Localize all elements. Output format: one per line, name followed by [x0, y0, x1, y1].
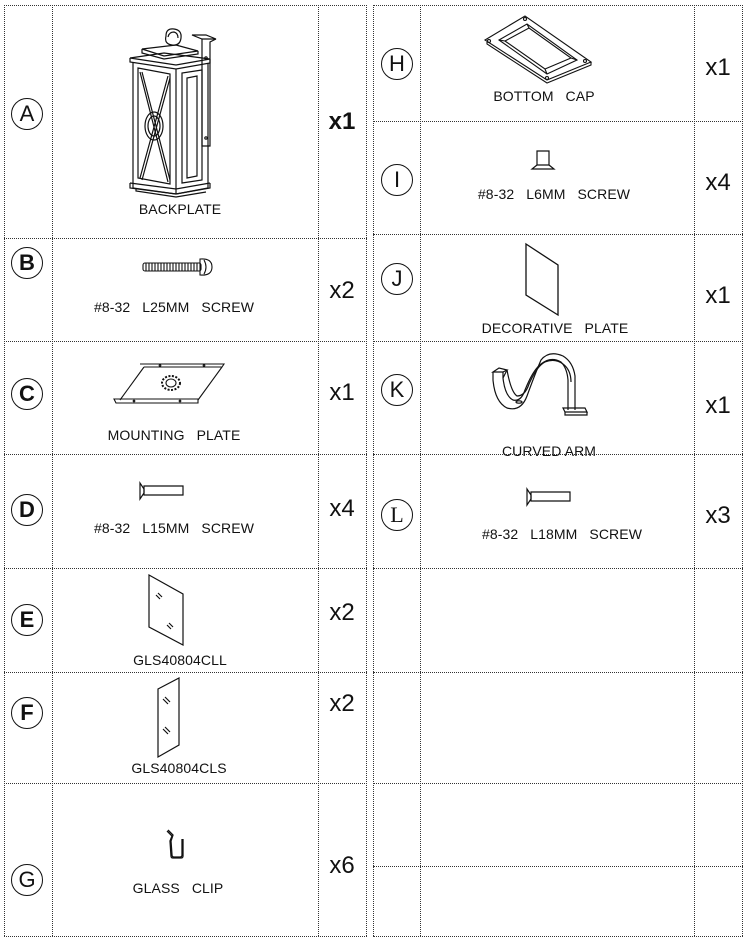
part-letter-badge: I	[381, 164, 413, 196]
part-quantity: x6	[329, 852, 355, 879]
empty-part-row	[373, 783, 742, 866]
round-head-screw-icon	[142, 257, 214, 277]
grid-line	[373, 234, 743, 235]
part-name: CURVED ARM	[501, 443, 597, 459]
part-quantity: x1	[328, 108, 356, 135]
curved-arm-icon	[491, 352, 591, 422]
empty-part-row	[373, 672, 742, 783]
bottom-cap-icon	[483, 14, 593, 82]
grid-line	[4, 341, 367, 342]
part-quantity: x1	[329, 379, 355, 406]
empty-part-row	[373, 866, 742, 936]
part-name: #8-32 L6MM SCREW	[477, 186, 631, 202]
short-screw-icon	[531, 150, 555, 170]
grid-line	[4, 238, 367, 239]
part-name: #8-32 L15MM SCREW	[93, 520, 255, 536]
part-name: GLASS CLIP	[132, 880, 224, 896]
grid-line	[373, 5, 743, 6]
small-glass-panel-icon	[156, 677, 182, 759]
part-quantity: x2	[329, 599, 355, 626]
part-letter-badge: H	[381, 48, 413, 80]
part-name: #8-32 L25MM SCREW	[93, 299, 255, 315]
part-letter-badge: F	[11, 697, 43, 729]
part-quantity: x3	[705, 502, 731, 529]
part-letter-badge: J	[381, 263, 413, 295]
empty-part-row	[373, 568, 742, 672]
part-quantity: x2	[329, 690, 355, 717]
mounting-plate-icon	[114, 362, 226, 406]
part-letter-badge: D	[11, 494, 43, 526]
grid-line	[373, 341, 743, 342]
part-letter-badge: B	[11, 247, 43, 279]
part-name: GLS40804CLL	[133, 652, 227, 668]
part-name: DECORATIVE PLATE	[481, 320, 629, 336]
part-letter-badge: L	[381, 499, 413, 531]
grid-line	[318, 5, 319, 936]
grid-line	[4, 5, 367, 6]
grid-line	[4, 568, 367, 569]
part-quantity: x1	[705, 54, 731, 81]
flat-head-screw-icon	[526, 488, 572, 506]
grid-line	[4, 783, 367, 784]
part-quantity: x1	[705, 392, 731, 419]
grid-line	[52, 5, 53, 936]
grid-line	[373, 121, 743, 122]
part-name: BOTTOM CAP	[493, 88, 595, 104]
part-name: #8-32 L18MM SCREW	[481, 526, 643, 542]
large-glass-panel-icon	[147, 573, 187, 647]
lantern-backplate-icon	[130, 28, 230, 193]
part-letter-badge: K	[381, 374, 413, 406]
grid-line	[4, 936, 367, 937]
decorative-plate-icon	[524, 243, 560, 317]
grid-line	[4, 672, 367, 673]
grid-line	[742, 5, 743, 936]
grid-line	[366, 5, 367, 936]
part-quantity: x2	[329, 277, 355, 304]
part-letter-badge: G	[11, 864, 43, 896]
grid-line	[4, 5, 5, 936]
part-quantity: x4	[329, 495, 355, 522]
grid-line	[4, 454, 367, 455]
part-letter-badge: A	[11, 98, 43, 130]
grid-line	[373, 936, 743, 937]
part-name: GLS40804CLS	[131, 760, 227, 776]
part-quantity: x4	[705, 169, 731, 196]
part-letter-badge: E	[11, 604, 43, 636]
glass-clip-icon	[165, 830, 189, 860]
part-letter-badge: C	[11, 378, 43, 410]
part-quantity: x1	[705, 282, 731, 309]
part-name: MOUNTING PLATE	[107, 427, 241, 443]
part-name: BACKPLATE	[138, 201, 222, 217]
flat-head-screw-icon	[139, 482, 185, 500]
